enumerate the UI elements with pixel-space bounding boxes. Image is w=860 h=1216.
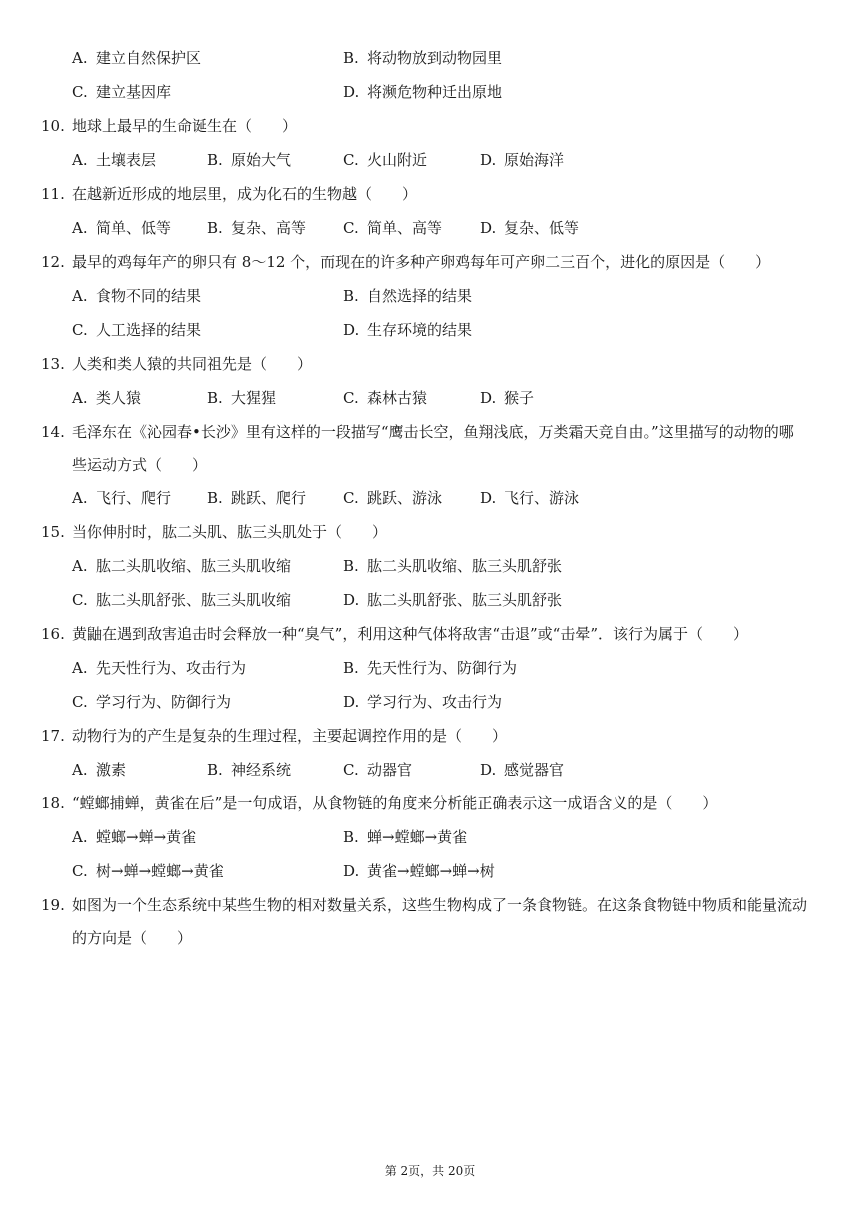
option-b: B. 肱二头肌收缩、肱三头肌舒张: [343, 557, 563, 575]
option-c: C. 建立基因库: [72, 83, 172, 101]
option-d: D. 黄雀→螳螂→蝉→树: [343, 862, 495, 880]
page-footer: 第 2页，共 20页: [384, 1164, 476, 1178]
option-b: B. 复杂、高等: [207, 219, 307, 237]
question-text: “螳螂捕蝉，黄雀在后”是一句成语，从食物链的角度来分析能正确表示这一成语含义的是（ ）: [72, 794, 718, 812]
option-a: A. 激素: [72, 761, 127, 779]
question-number: 14.: [41, 423, 65, 441]
option-c: C. 人工选择的结果: [72, 321, 202, 339]
question-number: 10.: [41, 117, 65, 135]
option-c: C. 简单、高等: [343, 219, 443, 237]
option-c: C. 森林古猿: [343, 389, 428, 407]
option-d: D. 肱二头肌舒张、肱三头肌舒张: [343, 591, 563, 609]
question-number: 11.: [41, 185, 65, 203]
option-d: D. 猴子: [480, 389, 535, 407]
option-a: A. 螳螂→蝉→黄雀: [72, 828, 197, 846]
question-text: 如图为一个生态系统中某些生物的相对数量关系，这些生物构成了一条食物链。在这条食物链中物质和能量流动: [72, 896, 808, 914]
question-number: 17.: [41, 727, 65, 745]
option-a: A. 食物不同的结果: [72, 287, 202, 305]
option-a: A. 类人猿: [72, 389, 142, 407]
option-c: C. 动器官: [343, 761, 413, 779]
option-d: D. 复杂、低等: [480, 219, 580, 237]
option-d: D. 将濒危物种迁出原地: [343, 83, 503, 101]
question-text: 动物行为的产生是复杂的生理过程，主要起调控作用的是（ ）: [72, 727, 508, 745]
question-text: 人类和类人猿的共同祖先是（ ）: [72, 355, 313, 373]
option-a: A. 简单、低等: [72, 219, 172, 237]
question-text: 毛泽东在《沁园春•长沙》里有这样的一段描写“鹰击长空，鱼翔浅底，万类霜天竞自由。”这里描写的动物的哪: [72, 423, 794, 441]
option-b: B. 蝉→螳螂→黄雀: [343, 828, 468, 846]
option-b: B. 原始大气: [207, 151, 292, 169]
question-text-continued: 的方向是（ ）: [72, 929, 193, 947]
option-a: A. 先天性行为、攻击行为: [72, 659, 247, 677]
question-text-continued: 些运动方式（ ）: [72, 456, 208, 474]
question-number: 15.: [41, 523, 65, 541]
option-a: A. 土壤表层: [72, 151, 157, 169]
question-number: 13.: [41, 355, 65, 373]
question-text: 在越新近形成的地层里，成为化石的生物越（ ）: [72, 185, 418, 203]
question-text: 地球上最早的生命诞生在（ ）: [72, 117, 298, 135]
option-b: B. 将动物放到动物园里: [343, 49, 503, 67]
question-text: 当你伸肘时，肱二头肌、肱三头肌处于（ ）: [72, 523, 388, 541]
option-c: C. 跳跃、游泳: [343, 489, 443, 507]
option-b: B. 跳跃、爬行: [207, 489, 307, 507]
option-c: C. 火山附近: [343, 151, 428, 169]
question-text: 最早的鸡每年产的卵只有 8～12 个，而现在的许多种产卵鸡每年可产卵二三百个，进化的原因是（ ）: [72, 253, 771, 271]
question-number: 19.: [41, 896, 65, 914]
option-a: A. 建立自然保护区: [72, 49, 202, 67]
option-c: C. 学习行为、防御行为: [72, 693, 232, 711]
option-a: A. 飞行、爬行: [72, 489, 172, 507]
question-number: 18.: [41, 794, 65, 812]
question-text: 黄鼬在遇到敌害追击时会释放一种“臭气”，利用这种气体将敌害“击退”或“击晕”．该行为属于（ ）: [72, 625, 749, 643]
option-b: B. 神经系统: [207, 761, 292, 779]
option-b: B. 大猩猩: [207, 389, 277, 407]
option-b: B. 先天性行为、防御行为: [343, 659, 518, 677]
question-number: 12.: [41, 253, 65, 271]
option-c: C. 肱二头肌舒张、肱三头肌收缩: [72, 591, 292, 609]
option-a: A. 肱二头肌收缩、肱三头肌收缩: [72, 557, 292, 575]
option-d: D. 感觉器官: [480, 761, 565, 779]
option-d: D. 学习行为、攻击行为: [343, 693, 503, 711]
option-c: C. 树→蝉→螳螂→黄雀: [72, 862, 224, 880]
option-d: D. 飞行、游泳: [480, 489, 580, 507]
option-d: D. 原始海洋: [480, 151, 565, 169]
option-b: B. 自然选择的结果: [343, 287, 473, 305]
option-d: D. 生存环境的结果: [343, 321, 473, 339]
question-number: 16.: [41, 625, 65, 643]
